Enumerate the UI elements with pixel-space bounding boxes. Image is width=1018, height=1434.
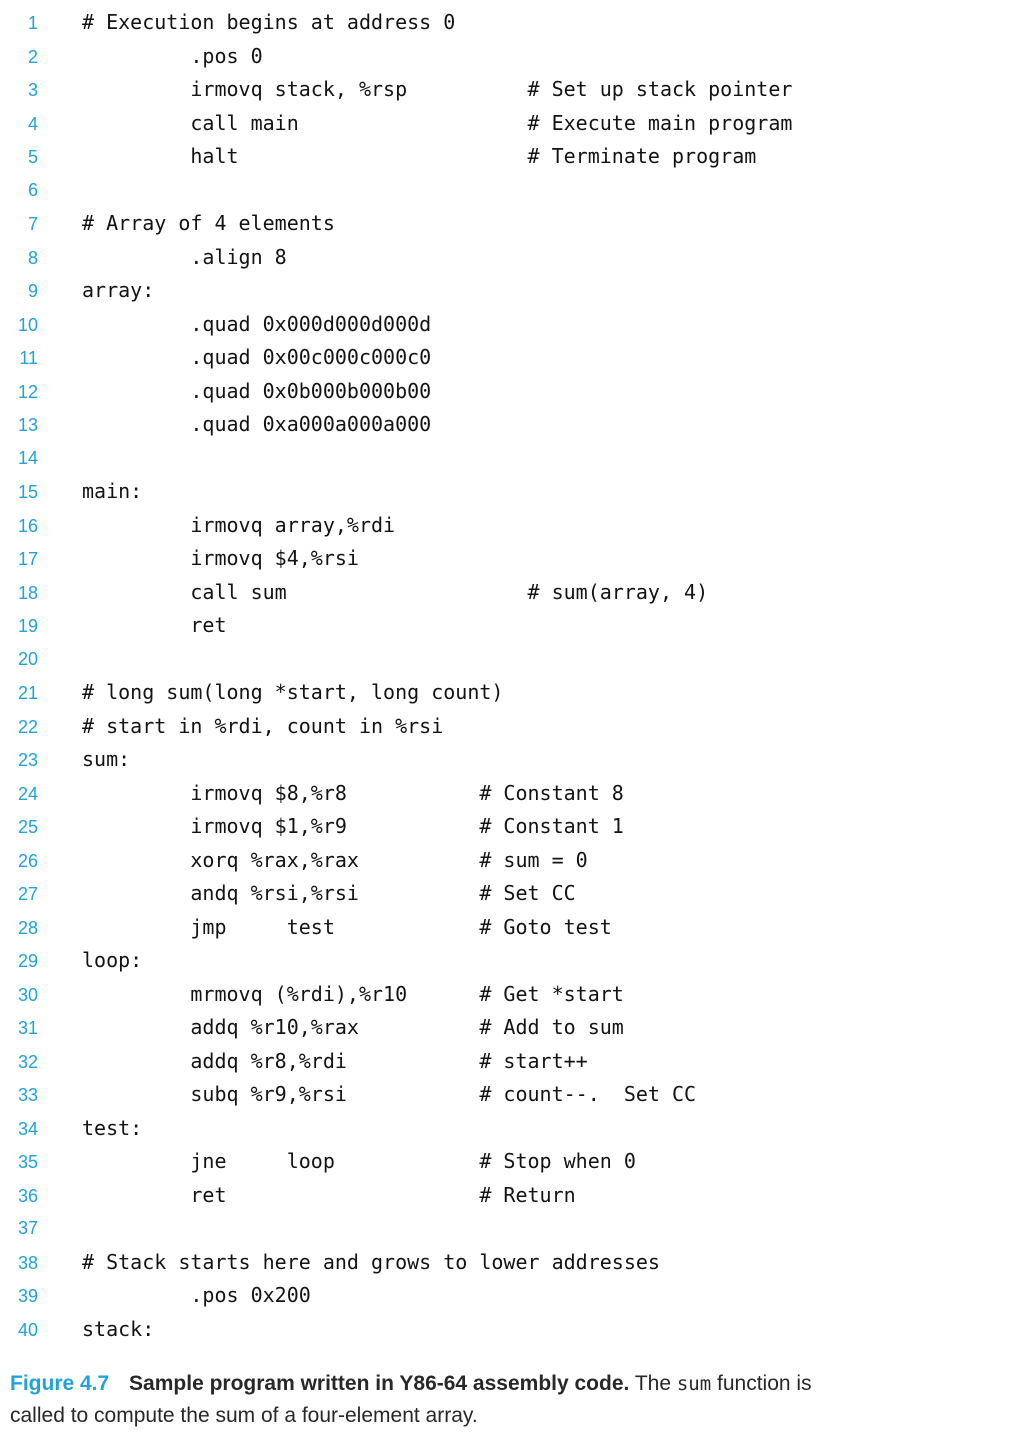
figure-description-line2: called to compute the sum of a four-element array. <box>10 1404 478 1427</box>
line-number: 8 <box>27 247 38 268</box>
line-number: 38 <box>17 1252 38 1273</box>
line-number: 39 <box>17 1286 38 1306</box>
code-line <box>0 442 792 476</box>
code-line <box>0 40 792 74</box>
code-text: irmovq stack, %rsp # Set up stack pointer <box>82 77 793 101</box>
line-number: 37 <box>17 1218 38 1238</box>
code-text: .align 8 <box>82 244 287 269</box>
code-text: addq %r8,%rdi # start++ <box>82 1048 588 1073</box>
line-number: 32 <box>17 1051 38 1072</box>
code-text: test: <box>82 1115 143 1140</box>
line-number: 2 <box>27 46 38 67</box>
code-line <box>0 1011 792 1045</box>
code-line <box>0 743 792 777</box>
code-line <box>0 73 792 107</box>
code-text: irmovq $1,%r9 # Constant 1 <box>82 814 624 838</box>
line-number: 33 <box>17 1085 38 1105</box>
line-number: 9 <box>27 281 38 301</box>
code-line <box>0 107 792 141</box>
code-line <box>0 1212 792 1246</box>
code-text: irmovq $8,%r8 # Constant 8 <box>82 780 624 805</box>
line-number: 20 <box>17 648 38 669</box>
code-line <box>0 1313 792 1347</box>
code-line <box>0 308 792 342</box>
code-line <box>0 341 792 375</box>
line-number: 28 <box>17 917 38 938</box>
code-text: jne loop # Stop when 0 <box>82 1149 636 1173</box>
code-text: # long sum(long *start, long count) <box>82 680 504 704</box>
code-line <box>0 1078 792 1112</box>
code-text: call main # Execute main program <box>82 110 793 135</box>
code-line <box>0 609 792 643</box>
code-line <box>0 475 792 509</box>
code-text: xorq %rax,%rax # sum = 0 <box>82 847 588 872</box>
code-text: irmovq array,%rdi <box>82 512 396 537</box>
code-text: subq %r9,%rsi # count--. Set CC <box>82 1082 697 1106</box>
code-text: loop: <box>82 948 143 972</box>
line-number: 21 <box>17 683 38 703</box>
code-line <box>0 408 792 442</box>
figure-description-text: function is <box>711 1372 812 1395</box>
code-text: halt # Terminate program <box>82 144 757 168</box>
code-line <box>0 1145 792 1179</box>
code-line <box>0 1246 792 1280</box>
line-number: 29 <box>17 951 38 971</box>
code-line <box>0 542 792 576</box>
code-text: sum: <box>82 747 131 771</box>
code-line <box>0 1179 792 1213</box>
code-text: .quad 0x000d000d000d <box>82 311 432 336</box>
code-text: # start in %rdi, count in %rsi <box>82 713 444 738</box>
code-line <box>0 375 792 409</box>
code-text: andq %rsi,%rsi # Set CC <box>82 881 576 905</box>
code-line <box>0 944 792 978</box>
code-line <box>0 6 792 40</box>
line-number: 11 <box>19 348 38 368</box>
line-number: 15 <box>17 482 38 502</box>
code-line <box>0 1112 792 1146</box>
code-line <box>0 676 792 710</box>
code-line <box>0 978 792 1012</box>
code-text: # Stack starts here and grows to lower addresses <box>82 1249 660 1274</box>
code-line <box>0 777 792 811</box>
line-number: 7 <box>27 214 38 234</box>
code-text: addq %r10,%rax # Add to sum <box>82 1015 624 1039</box>
line-number: 31 <box>17 1018 38 1038</box>
code-text: call sum # sum(array, 4) <box>82 579 709 604</box>
code-line <box>0 174 792 208</box>
code-text: stack: <box>82 1316 155 1341</box>
code-text: ret <box>82 613 227 637</box>
code-text: # Array of 4 elements <box>82 211 335 235</box>
line-number: 16 <box>17 515 38 536</box>
code-text: .quad 0x00c000c000c0 <box>82 345 432 369</box>
line-number: 14 <box>17 447 38 468</box>
code-line <box>0 810 792 844</box>
inline-code-sum: sum <box>676 1373 712 1395</box>
line-number: 27 <box>17 884 38 904</box>
line-number: 34 <box>17 1118 38 1139</box>
line-number: 17 <box>17 549 38 569</box>
code-line <box>0 1279 792 1313</box>
line-number: 12 <box>17 381 38 402</box>
line-number: 40 <box>17 1319 38 1340</box>
code-line <box>0 710 792 744</box>
code-line <box>0 576 792 610</box>
line-number: 3 <box>27 80 38 100</box>
code-line <box>0 643 792 677</box>
code-line <box>0 844 792 878</box>
code-text: .quad 0x0b000b000b00 <box>82 378 432 403</box>
line-number: 1 <box>27 13 38 33</box>
line-number: 26 <box>17 850 38 871</box>
figure-caption <box>10 1368 1010 1432</box>
line-number: 25 <box>17 817 38 837</box>
code-text: ret # Return <box>82 1182 576 1207</box>
code-text: .pos 0 <box>82 43 263 68</box>
code-line <box>0 877 792 911</box>
code-line <box>0 911 792 945</box>
line-number: 23 <box>17 750 38 770</box>
line-number: 22 <box>17 716 38 737</box>
line-number: 19 <box>17 616 38 636</box>
line-number: 13 <box>17 415 38 435</box>
code-text: # Execution begins at address 0 <box>82 10 456 34</box>
code-line <box>0 207 792 241</box>
line-number: 36 <box>17 1185 38 1206</box>
figure-description-text: The <box>634 1372 677 1395</box>
line-number: 30 <box>17 984 38 1005</box>
code-text: array: <box>82 278 155 302</box>
line-number: 6 <box>27 179 38 200</box>
figure-label: Figure 4.7 <box>10 1372 110 1395</box>
code-line <box>0 509 792 543</box>
line-number: 18 <box>17 582 38 603</box>
code-text: .pos 0x200 <box>82 1283 311 1307</box>
code-line <box>0 1045 792 1079</box>
code-text: .quad 0xa000a000a000 <box>82 412 432 436</box>
code-line <box>0 140 792 174</box>
code-text: mrmovq (%rdi),%r10 # Get *start <box>82 981 624 1006</box>
code-line <box>0 241 792 275</box>
line-number: 24 <box>17 783 38 804</box>
code-listing <box>0 6 792 1346</box>
figure-title: Sample program written in Y86-64 assembly code. <box>129 1372 630 1395</box>
line-number: 4 <box>27 113 38 134</box>
code-text: jmp test # Goto test <box>82 914 612 939</box>
line-number: 5 <box>27 147 38 167</box>
code-text: main: <box>82 479 143 503</box>
code-line <box>0 274 792 308</box>
code-text: irmovq $4,%rsi <box>82 546 359 570</box>
line-number: 10 <box>17 314 38 335</box>
line-number: 35 <box>17 1152 38 1172</box>
